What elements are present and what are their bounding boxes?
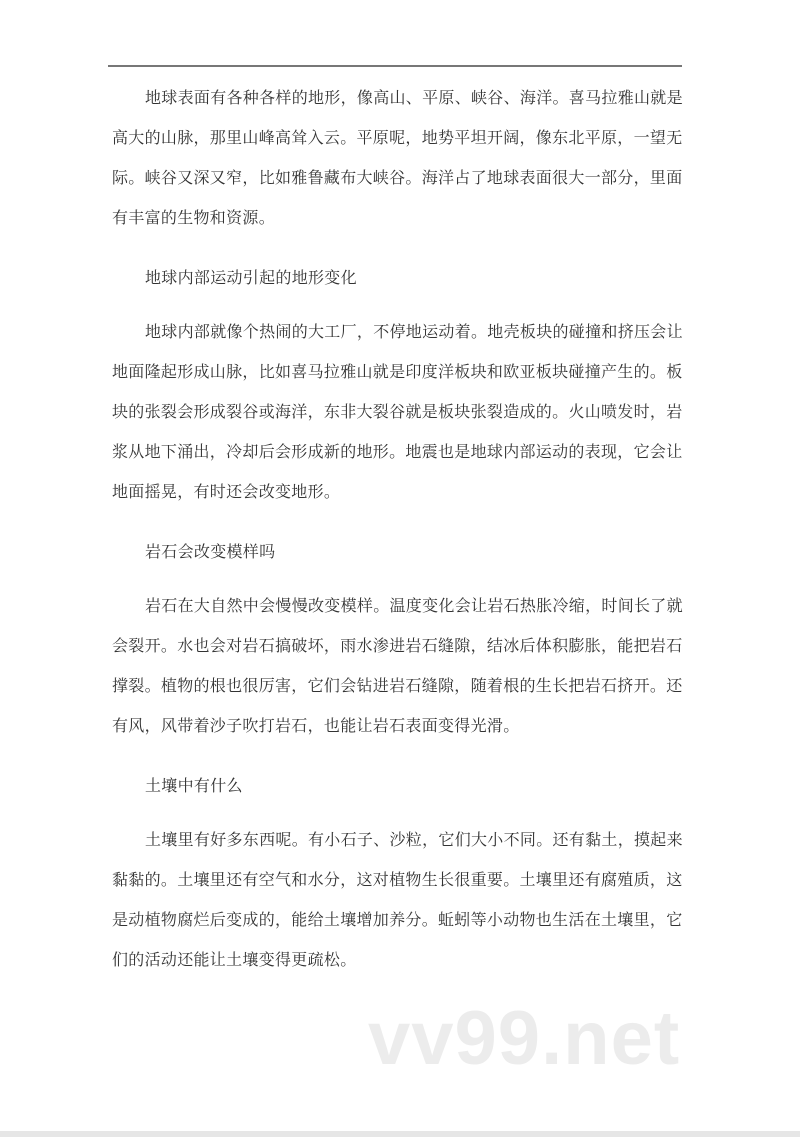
header-rule bbox=[108, 65, 682, 67]
text-line: 是动植物腐烂后变成的，能给土壤增加养分。蚯蚓等小动物也生活在土壤里，它 bbox=[112, 910, 683, 929]
text-line: 土壤里有好多东西呢。有小石子、沙粒，它们大小不同。还有黏土，摸起来 bbox=[145, 830, 683, 849]
section-heading: 地球内部运动引起的地形变化 bbox=[145, 268, 357, 287]
text-line: 地球内部就像个热闹的大工厂，不停地运动着。地壳板块的碰撞和挤压会让 bbox=[145, 322, 683, 341]
text-line: 黏黏的。土壤里还有空气和水分，这对植物生长很重要。土壤里还有腐殖质，这 bbox=[112, 870, 683, 889]
paragraph-intro bbox=[112, 78, 687, 238]
text-line: 会裂开。水也会对岩石搞破坏，雨水渗进岩石缝隙，结冰后体积膨胀，能把岩石 bbox=[112, 636, 683, 655]
section-heading: 岩石会改变模样吗 bbox=[145, 542, 276, 561]
paragraph-internal-movement bbox=[112, 312, 687, 512]
text-line: 高大的山脉，那里山峰高耸入云。平原呢，地势平坦开阔，像东北平原，一望无 bbox=[112, 128, 683, 147]
text-line: 块的张裂会形成裂谷或海洋，东非大裂谷就是板块张裂造成的。火山喷发时，岩 bbox=[112, 402, 683, 421]
text-line: 际。峡谷又深又窄，比如雅鲁藏布大峡谷。海洋占了地球表面很大一部分，里面 bbox=[112, 168, 683, 187]
page-bottom-edge bbox=[0, 1131, 800, 1137]
text-line: 岩石在大自然中会慢慢改变模样。温度变化会让岩石热胀冷缩，时间长了就 bbox=[145, 596, 683, 615]
text-line: 地面摇晃，有时还会改变地形。 bbox=[112, 482, 341, 501]
section-heading: 土壤中有什么 bbox=[145, 776, 243, 795]
text-line: 地面隆起形成山脉，比如喜马拉雅山就是印度洋板块和欧亚板块碰撞产生的。板 bbox=[112, 362, 683, 381]
text-line: 有丰富的生物和资源。 bbox=[112, 208, 276, 227]
paragraph-rocks bbox=[112, 586, 687, 746]
watermark: vv99.net bbox=[368, 996, 681, 1081]
paragraph-soil bbox=[112, 820, 687, 980]
text-line: 有风，风带着沙子吹打岩石，也能让岩石表面变得光滑。 bbox=[112, 716, 520, 735]
text-line: 撑裂。植物的根也很厉害，它们会钻进岩石缝隙，随着根的生长把岩石挤开。还 bbox=[112, 676, 683, 695]
text-line: 地球表面有各种各样的地形，像高山、平原、峡谷、海洋。喜马拉雅山就是 bbox=[145, 88, 683, 107]
text-line: 浆从地下涌出，冷却后会形成新的地形。地震也是地球内部运动的表现，它会让 bbox=[112, 442, 683, 461]
document-body bbox=[112, 78, 687, 1000]
text-line: 们的活动还能让土壤变得更疏松。 bbox=[112, 950, 357, 969]
